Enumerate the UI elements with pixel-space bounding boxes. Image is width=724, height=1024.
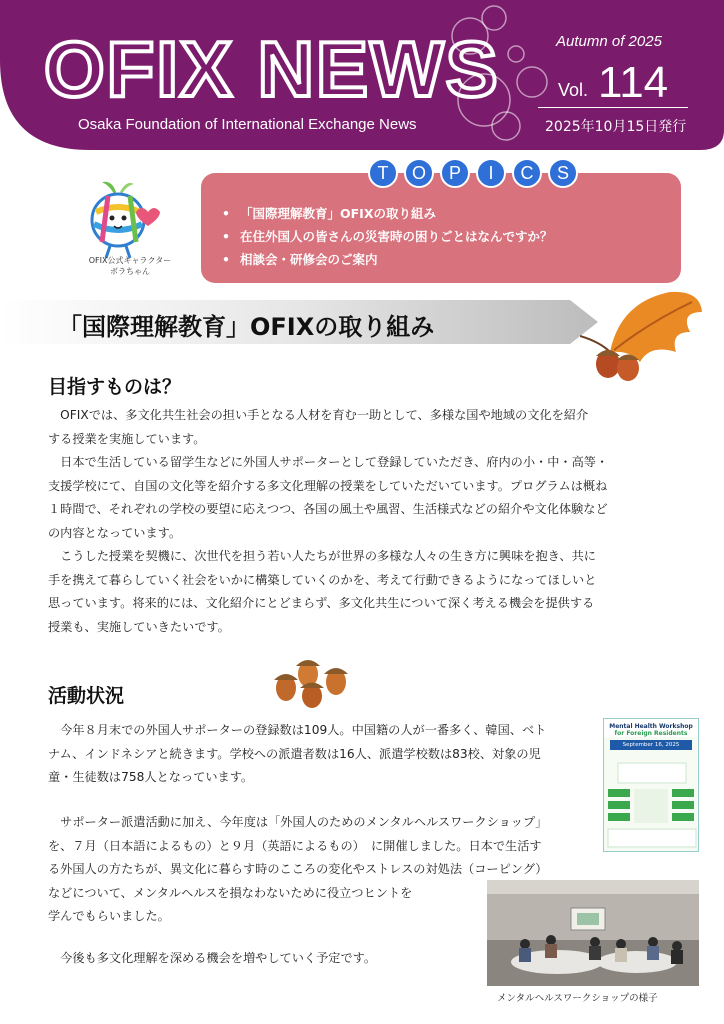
text-line: サポーター派遣活動に加え、今年度は「外国人のためのメンタルヘルスワークショップ」 <box>48 815 548 829</box>
issue-date: 2025年10月15日発行 <box>545 119 687 135</box>
text-line: こうした授業を契機に、次世代を担う若い人たちが世界の多様な人々の生き方に興味を抱き、共に <box>48 549 596 563</box>
workshop-flyer-image <box>603 718 699 852</box>
header <box>0 0 724 158</box>
autumn-leaf-illustration <box>580 282 710 392</box>
mascot-caption <box>78 255 182 277</box>
topic-letter: T <box>368 158 398 188</box>
text-line: ナム、インドネシアと続きます。学校への派遣者数は16人、派遣学校数は83校、対象の児 <box>48 746 541 761</box>
text-line: 授業も、実施していきたいです。 <box>48 619 230 634</box>
mascot-caption-line1: OFIX公式キャラクター <box>88 256 172 265</box>
topic-item: • 「国際理解教育」OFIXの取り組み <box>222 202 553 225</box>
flyer-title <box>604 719 698 737</box>
text-line: 手を携えて暮らしていく社会をいかに構築していくのかを、考えて行動できるようになってほしいと <box>48 572 597 587</box>
topic-letter: P <box>440 158 470 188</box>
flyer-body-graphic <box>604 759 699 849</box>
topic-letter: O <box>404 158 434 188</box>
text-line: OFIXでは、多文化共生社会の担い手となる人材を育む一助として、多様な国や地域の文化を紹介 <box>48 408 589 422</box>
section-heading-goals: 目指すものは？ <box>48 376 182 398</box>
volume-label: Vol. <box>558 80 589 100</box>
text-line: 思っています。将来的には、文化紹介にとどまらず、多文化共生について深く考える機会を提供する <box>48 596 595 610</box>
text-line: 支援学校にて、自国の文化等を紹介する多文化理解の授業をしていただいています。プログラムは概ね <box>48 478 608 493</box>
acorns-illustration <box>268 652 358 712</box>
section-activities-body-1 <box>48 719 608 790</box>
text-line: を、７月（日本語によるもの）と９月（英語によるもの） に開催しました。日本で生活す <box>48 838 542 853</box>
text-line: 今年８月末での外国人サポーターの登録数は109人。中国籍の人が一番多く、韓国、ベト <box>48 723 547 737</box>
section-activities-closing: 今後も多文化理解を深める機会を増やしていく予定です。 <box>48 951 377 965</box>
topic-item: • 在住外国人の皆さんの災害時の困りごとはなんですか？ <box>222 225 553 248</box>
section-goals-body <box>48 404 668 639</box>
topic-item: • 相談会・研修会のご案内 <box>222 248 553 271</box>
season-label: Autumn of 2025 <box>556 33 662 50</box>
volume-divider <box>538 107 688 108</box>
flyer-title-main: Mental Health Workshop <box>609 723 693 730</box>
flyer-date: September 16, 2025 <box>610 740 692 750</box>
text-line: などについて、メンタルヘルスを損なわないために役立つヒントを <box>48 885 413 900</box>
photo-caption: メンタルヘルスワークショップの様子 <box>497 993 658 1004</box>
mascot-caption-line2: ボラちゃん <box>110 267 150 276</box>
topic-letter: C <box>512 158 542 188</box>
text-line: る外国人の方たちが、異文化に暮らす時のこころの変化やストレスの対処法（コーピング） <box>48 862 548 876</box>
text-line: 学んでもらいました。 <box>48 909 170 923</box>
article-title: 「国際理解教育」OFIXの取り組み <box>58 313 435 341</box>
workshop-photo <box>487 880 699 986</box>
text-line: の内容となっています。 <box>48 525 182 540</box>
masthead-title: OFIX NEWS <box>44 25 500 113</box>
masthead-subtitle: Osaka Foundation of International Exchange News <box>78 116 417 133</box>
section-heading-activities: 活動状況 <box>48 685 125 707</box>
text-line: 童・生徒数は758人となっています。 <box>48 770 254 784</box>
text-line: １時間で、それぞれの学校の要望に応えつつ、各国の風土や風習、生活様式などの紹介や文化体験など <box>48 502 608 516</box>
topics-list <box>222 202 553 271</box>
flyer-title-sub: for Foreign Residents <box>614 730 688 737</box>
text-line: 日本で生活している留学生などに外国人サポーターとして登録していただき、府内の小・中・高等・ <box>48 455 609 469</box>
topic-letter: S <box>548 158 578 188</box>
volume-number: 114 <box>598 58 669 107</box>
text-line: する授業を実施しています。 <box>48 431 206 446</box>
topics-heading <box>368 158 578 188</box>
topic-letter: I <box>476 158 506 188</box>
